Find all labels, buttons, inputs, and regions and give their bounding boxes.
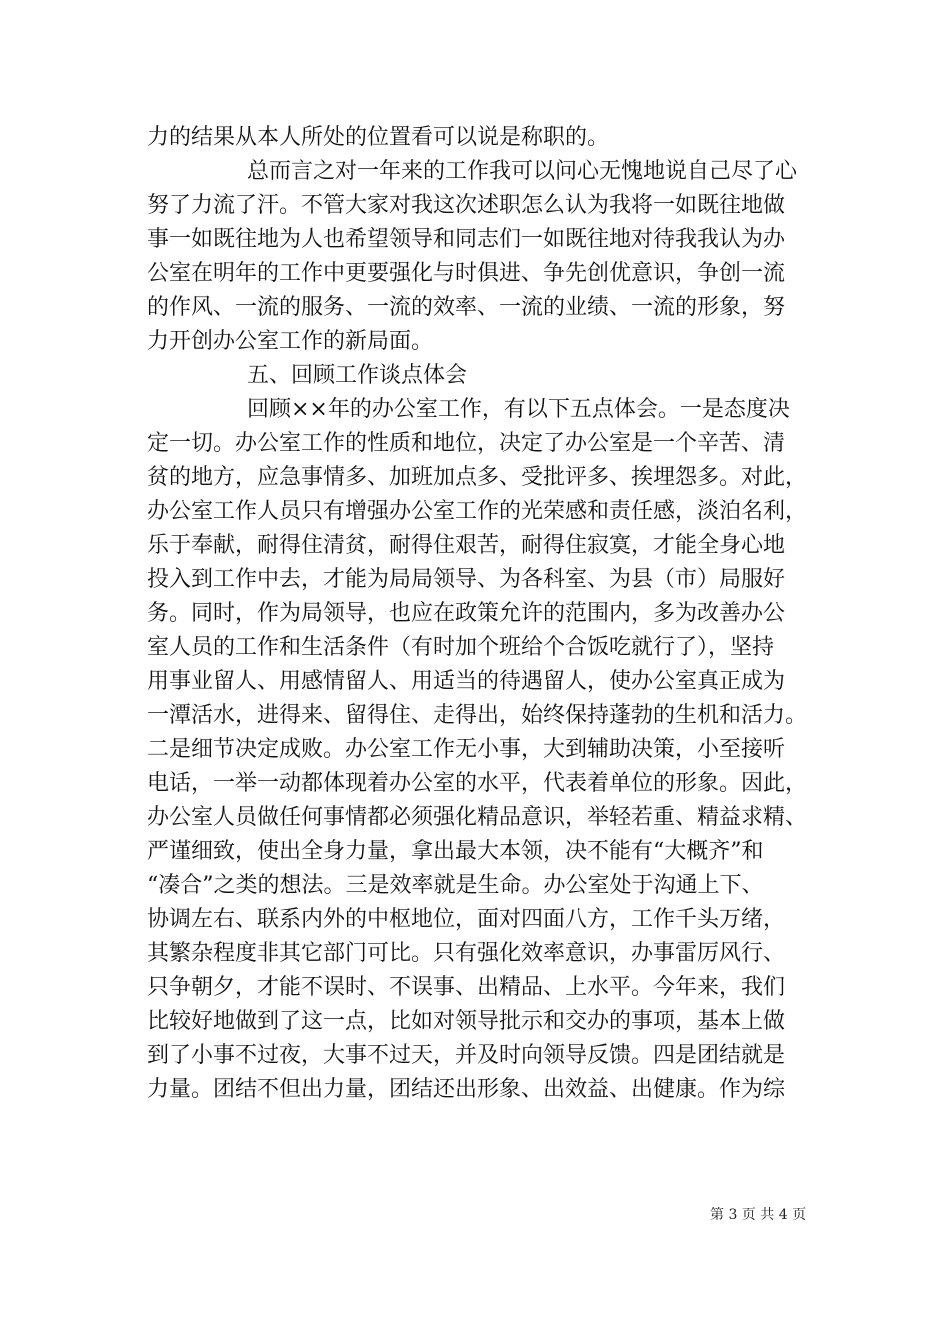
- body-text-line: 办公室工作人员只有增强办公室工作的光荣感和责任感，淡泊名利，: [147, 499, 808, 524]
- body-text-line: 乐于奉献，耐得住清贫，耐得住艰苦，耐得住寂寞，才能全身心地: [147, 533, 786, 558]
- page-number-footer: 第 3 页 共 4 页: [710, 1207, 807, 1223]
- body-text-line: 比较好地做到了这一点，比如对领导批示和交办的事项，基本上做: [147, 1009, 786, 1034]
- body-text-line: 务。同时，作为局领导，也应在政策允许的范围内，多为改善办公: [147, 601, 786, 626]
- body-text-line: 其繁杂程度非其它部门可比。只有强化效率意识，办事雷厉风行、: [147, 941, 786, 966]
- body-text-line: 力的结果从本人所处的位置看可以说是称职的。: [147, 125, 610, 150]
- body-text-line: 一潭活水，进得来、留得住、走得出，始终保持蓬勃的生机和活力。: [147, 703, 808, 728]
- body-text-line: 室人员的工作和生活条件（有时加个班给个合饭吃就行了），坚持: [147, 635, 775, 660]
- body-text-line: 办公室人员做任何事情都必须强化精品意识，举轻若重、精益求精、: [147, 805, 808, 830]
- body-text-line: 只争朝夕，才能不误时、不误事、出精品、上水平。今年来，我们: [147, 975, 786, 1000]
- body-text-line: “凑合”之类的想法。三是效率就是生命。办公室处于沟通上下、: [147, 873, 764, 898]
- section-heading: 五、回顾工作谈点体会: [247, 363, 468, 388]
- body-text-line: 严谨细致，使出全身力量，拿出最大本领，决不能有“大概齐”和: [147, 839, 764, 864]
- body-text-line: 力开创办公室工作的新局面。: [147, 329, 434, 354]
- body-text-line: 用事业留人、用感情留人、用适当的待遇留人，使办公室真正成为: [147, 669, 786, 694]
- body-text-line: 力量。团结不但出力量，团结还出形象、出效益、出健康。作为综: [147, 1077, 786, 1102]
- body-text-line: 的作风、一流的服务、一流的效率、一流的业绩、一流的形象，努: [147, 295, 786, 320]
- body-text-line: 定一切。办公室工作的性质和地位，决定了办公室是一个辛苦、清: [147, 431, 786, 456]
- body-text-line: 公室在明年的工作中更要强化与时俱进、争先创优意识，争创一流: [147, 261, 786, 286]
- paragraph-first-line: 总而言之对一年来的工作我可以问心无愧地说自己尽了心: [247, 159, 798, 184]
- body-text-line: 努了力流了汗。不管大家对我这次述职怎么认为我将一如既往地做: [147, 193, 786, 218]
- paragraph-first-line: 回顾××年的办公室工作，有以下五点体会。一是态度决: [247, 397, 790, 422]
- body-text-line: 协调左右、联系内外的中枢地位，面对四面八方，工作千头万绪，: [147, 907, 786, 932]
- body-text-line: 投入到工作中去，才能为局局领导、为各科室、为县（市）局服好: [147, 567, 786, 592]
- body-text-line: 二是细节决定成败。办公室工作无小事，大到辅助决策，小至接听: [147, 737, 786, 762]
- body-text-line: 贫的地方，应急事情多、加班加点多、受批评多、挨埋怨多。对此，: [147, 465, 808, 490]
- body-text-line: 到了小事不过夜，大事不过天，并及时向领导反馈。四是团结就是: [147, 1043, 786, 1068]
- body-text-line: 电话，一举一动都体现着办公室的水平，代表着单位的形象。因此，: [147, 771, 808, 796]
- body-text-line: 事一如既往地为人也希望领导和同志们一如既往地对待我我认为办: [147, 227, 786, 252]
